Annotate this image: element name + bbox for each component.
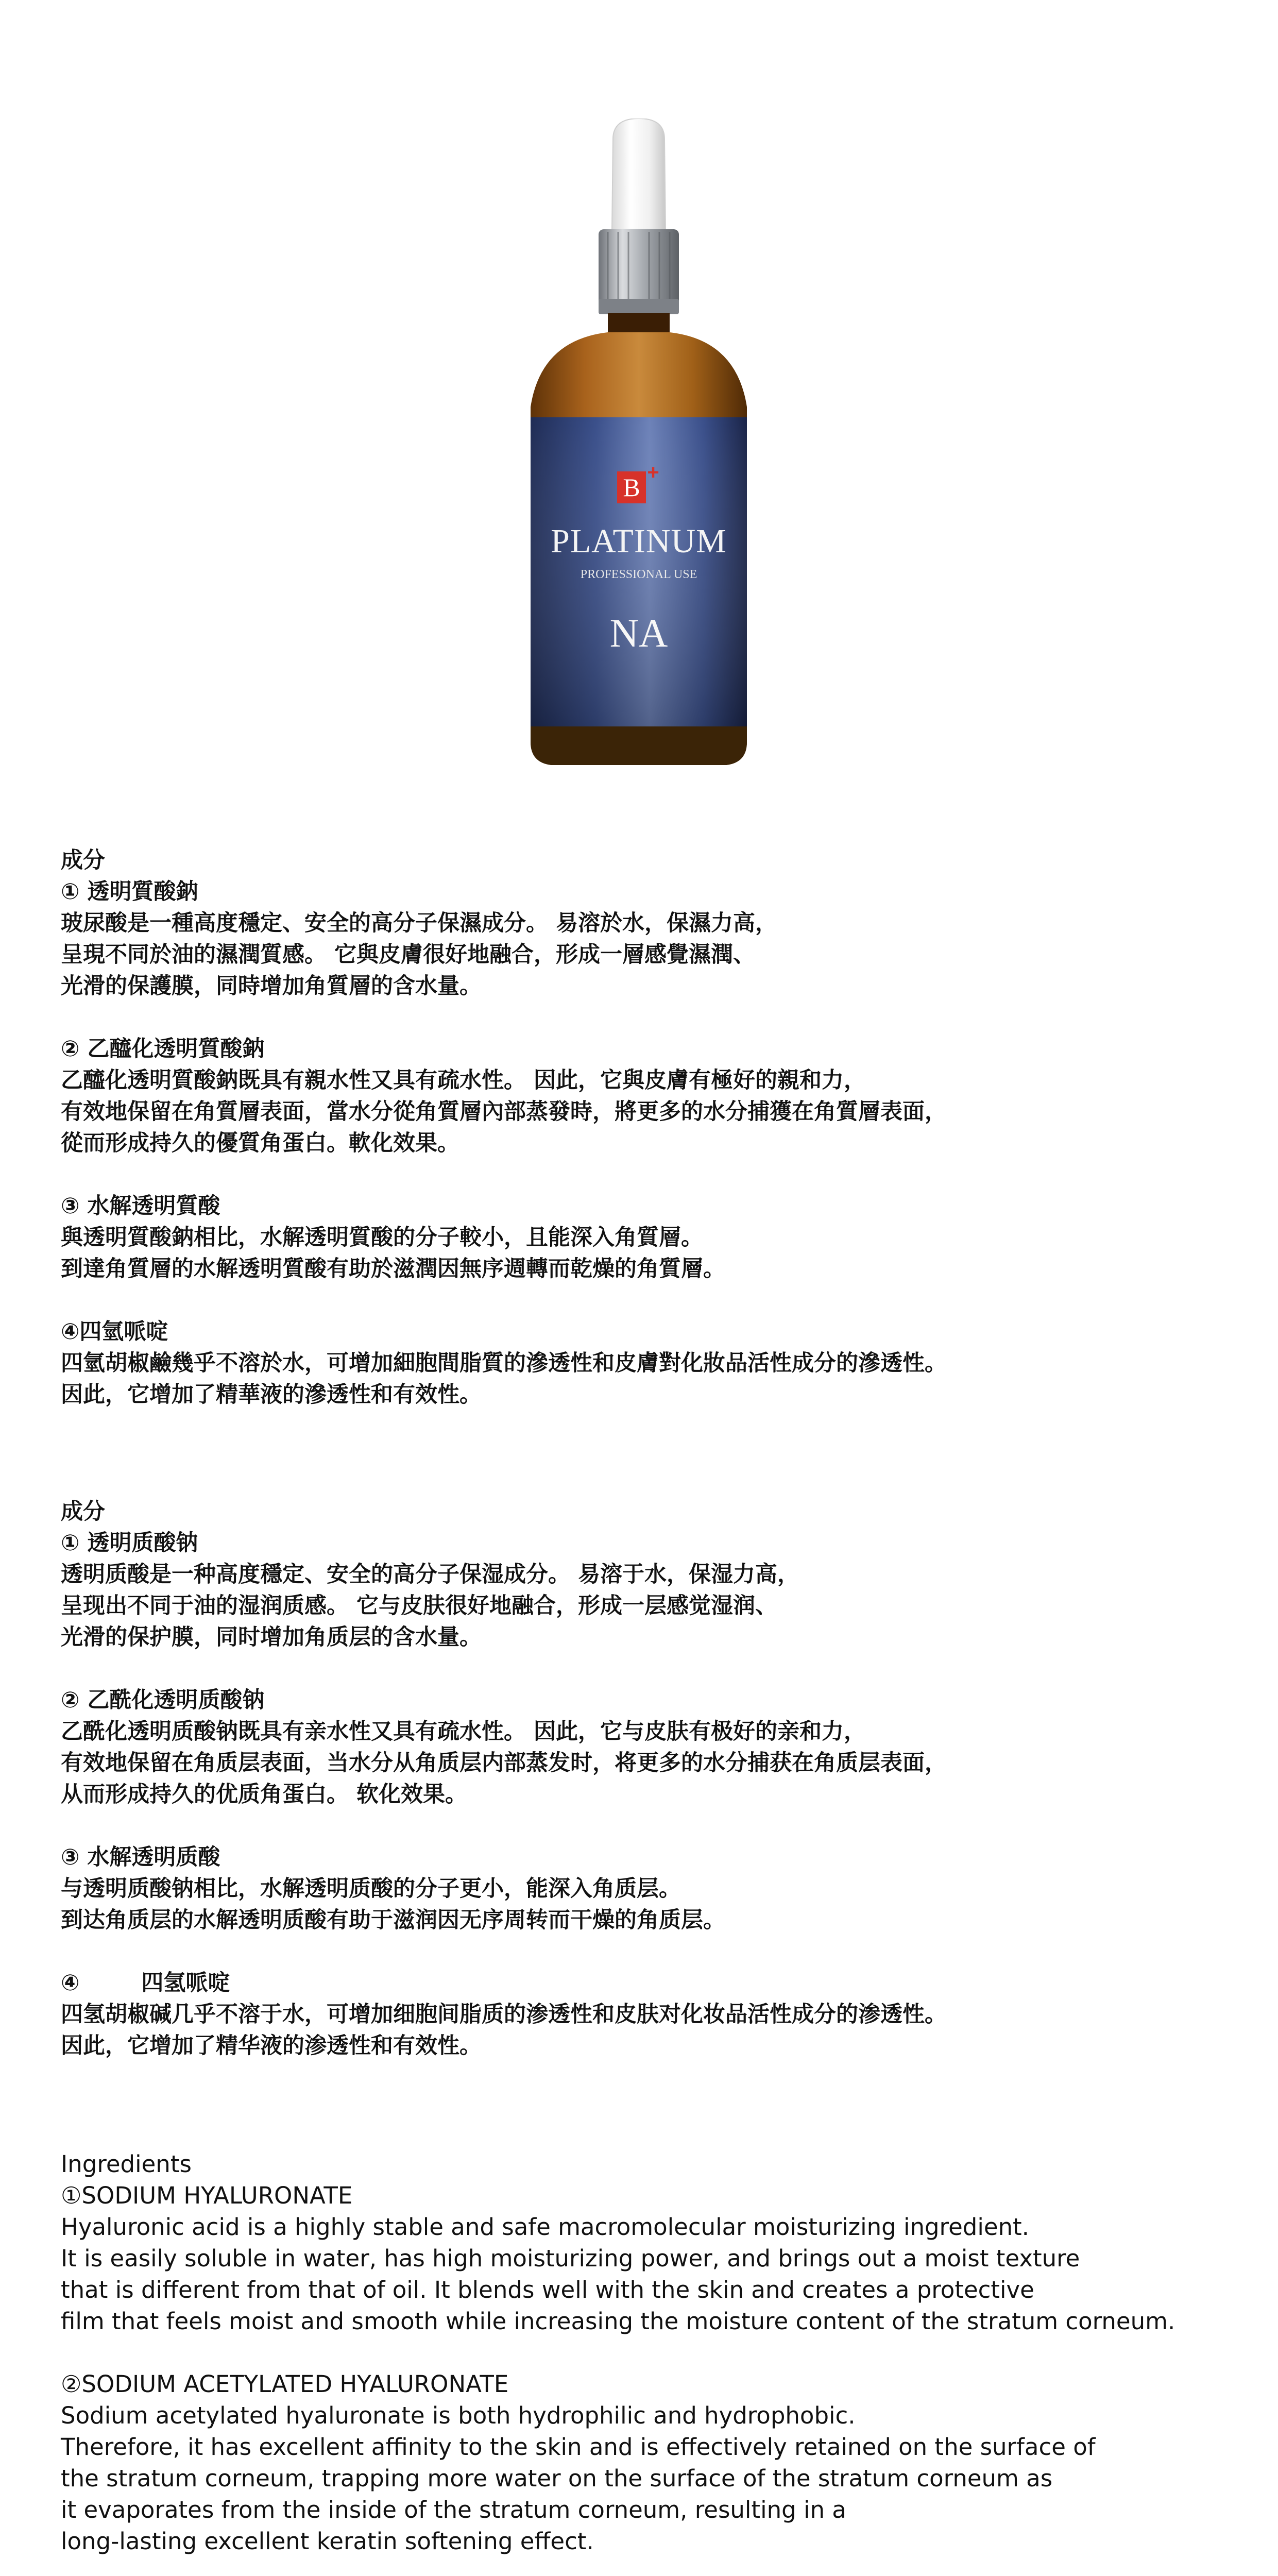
ingredient-title: ①SODIUM HYALURONATE (61, 2182, 353, 2209)
ingredient-line: 与透明质酸钠相比，水解透明质酸的分子更小，能深入角质层。 (61, 1876, 681, 1902)
ingredient-line: that is different from that of oil. It blends well with the skin and creates a protective (61, 2276, 1034, 2303)
ingredient-line: Therefore, it has excellent affinity to the skin and is effectively retained on the surface of (61, 2433, 1096, 2461)
brand-badge-plus: + (647, 461, 659, 484)
ingredient-item (61, 1191, 1235, 1285)
section-heading: 成分 (61, 848, 105, 873)
ingredients-traditional-chinese (61, 845, 1235, 1411)
ingredient-item (61, 1968, 1235, 2062)
ingredient-line: 四氢胡椒碱几乎不溶于水，可增加细胞间脂质的渗透性和皮肤对化妆品活性成分的渗透性。 (61, 2002, 947, 2027)
ingredient-line: the stratum corneum, trapping more water on the surface of the stratum corneum as (61, 2465, 1053, 2492)
ingredient-item (61, 1842, 1235, 1936)
ingredient-line: 從而形成持久的優質角蛋白。軟化效果。 (61, 1130, 459, 1156)
ingredient-line: 乙醯化透明質酸鈉既具有親水性又具有疏水性。 因此，它與皮膚有極好的親和力， (61, 1067, 866, 1093)
ingredient-line: 透明质酸是一种高度穩定、安全的高分子保湿成分。 易溶于水，保湿力高， (61, 1562, 799, 1587)
ingredient-line: 有效地保留在角質層表面，當水分從角質層內部蒸發時，將更多的水分捕獲在角質層表面， (61, 1099, 947, 1125)
ingredient-line: 與透明質酸鈉相比，水解透明質酸的分子較小，且能深入角質層。 (61, 1225, 703, 1250)
ingredient-title: 四氢哌啶 (141, 1970, 230, 1996)
ingredient-line: 光滑的保护膜，同时增加角质层的含水量。 (61, 1624, 482, 1650)
product-bottle-image (520, 118, 757, 768)
ingredient-item (61, 1033, 1235, 1159)
section-heading: Ingredients (61, 2150, 192, 2178)
ingredient-line: 因此，它增加了精华液的渗透性和有效性。 (61, 2033, 482, 2059)
ingredient-line: long-lasting excellent keratin softening effect. (61, 2528, 594, 2555)
brand-subtitle: PROFESSIONAL USE (580, 568, 697, 581)
ingredient-item (61, 1685, 1235, 1810)
variant-name: NA (609, 611, 668, 655)
dropper-bulb (612, 118, 666, 229)
ingredient-number: ④ (61, 1970, 80, 1996)
ingredient-line: it evaporates from the inside of the stratum corneum, resulting in a (61, 2496, 846, 2523)
ingredient-title: ③ 水解透明质酸 (61, 1844, 220, 1870)
ingredient-line: Hyaluronic acid is a highly stable and safe macromolecular moisturizing ingredient. (61, 2213, 1029, 2241)
ingredients-simplified-chinese (61, 1496, 1235, 2062)
ingredient-title: ③ 水解透明質酸 (61, 1193, 220, 1219)
ingredient-line: 到达角质层的水解透明质酸有助于滋润因无序周转而干燥的角质层。 (61, 1907, 725, 1933)
ingredient-item (61, 2368, 1235, 2557)
ingredient-item (61, 1316, 1235, 1411)
ingredient-title: ① 透明質酸鈉 (61, 879, 198, 905)
ingredient-title: ④四氫哌啶 (61, 1319, 168, 1345)
ingredient-title: ① 透明质酸钠 (61, 1530, 198, 1556)
ingredient-line: 有效地保留在角质层表面，当水分从角质层内部蒸发时，将更多的水分捕获在角质层表面， (61, 1750, 947, 1776)
ingredient-line: 因此，它增加了精華液的滲透性和有效性。 (61, 1382, 482, 1408)
serum-bottle-illustration (520, 118, 757, 768)
ingredient-line: 呈现出不同于油的湿润质感。 它与皮肤很好地融合，形成一层感觉湿润、 (61, 1593, 777, 1619)
ingredient-title: ②SODIUM ACETYLATED HYALURONATE (61, 2370, 509, 2398)
ingredient-line: 乙酰化透明质酸钠既具有亲水性又具有疏水性。 因此，它与皮肤有极好的亲和力， (61, 1719, 866, 1744)
ingredient-line: Sodium acetylated hyaluronate is both hydrophilic and hydrophobic. (61, 2402, 856, 2429)
ingredient-line: 到達角質層的水解透明質酸有助於滋潤因無序週轉而乾燥的角質層。 (61, 1256, 725, 1282)
ingredient-line: 四氫胡椒鹼幾乎不溶於水，可增加細胞間脂質的滲透性和皮膚對化妝品活性成分的滲透性。 (61, 1350, 947, 1376)
ingredient-line: 从而形成持久的优质角蛋白。 软化效果。 (61, 1782, 467, 1807)
ingredient-item (61, 1528, 1235, 1653)
ingredient-line: 光滑的保護膜，同時增加角質層的含水量。 (61, 973, 482, 999)
brand-badge-letter: B (623, 473, 640, 502)
ingredient-title-row (61, 1968, 1235, 1999)
ingredient-line: film that feels moist and smooth while increasing the moisture content of the stratum corneum. (61, 2308, 1175, 2335)
ingredient-item (61, 2180, 1235, 2337)
ingredient-title: ② 乙酰化透明质酸钠 (61, 1687, 265, 1713)
brand-name: PLATINUM (551, 522, 727, 560)
ingredients-english (61, 2148, 1235, 2576)
ingredient-line: 玻尿酸是一種高度穩定、安全的高分子保濕成分。 易溶於水，保濕力高， (61, 910, 777, 936)
section-heading: 成分 (61, 1499, 105, 1524)
ingredient-item (61, 876, 1235, 1002)
ingredient-line: It is easily soluble in water, has high moisturizing power, and brings out a moist texture (61, 2245, 1080, 2272)
ingredient-line: 呈現不同於油的濕潤質感。 它與皮膚很好地融合，形成一層感覺濕潤、 (61, 942, 755, 968)
ingredient-title: ② 乙醯化透明質酸鈉 (61, 1036, 265, 1062)
bottle-collar (599, 229, 679, 307)
